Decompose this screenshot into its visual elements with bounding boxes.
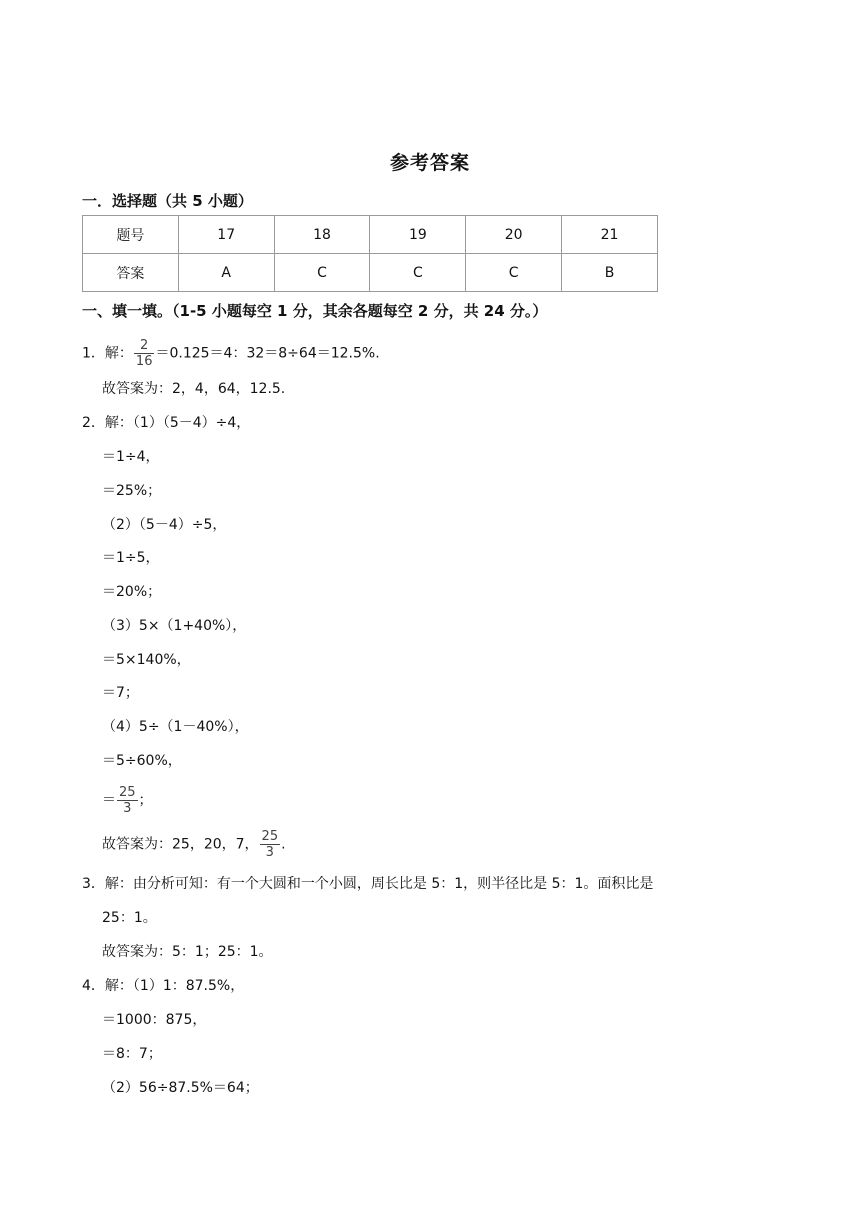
table-cell: 20 [466, 216, 562, 254]
table-cell: C [370, 254, 466, 292]
fraction-numerator: 25 [261, 829, 279, 844]
q2-semicolon: ； [138, 792, 153, 809]
q2-line-2: ＝1÷4， [102, 449, 160, 465]
q2-line-6: ＝20%； [102, 584, 162, 600]
q4-line-4: （2）56÷87.5%＝64； [102, 1080, 259, 1096]
q2-answer-text: 故答案为：25，20，7， [102, 836, 259, 853]
table-row [83, 254, 658, 292]
table-cell: C [466, 254, 562, 292]
q2-line-8: ＝5×140%， [102, 652, 191, 668]
q1-answer: 故答案为：2，4，64，12.5. [102, 381, 286, 397]
q1-line [82, 338, 380, 369]
q2-line-10: （4）5÷（1－40%）， [102, 719, 249, 735]
fraction-denominator: 3 [117, 800, 138, 816]
section-heading-choice: 一．选择题（共 5 小题） [82, 192, 253, 210]
q2-line-7: （3）5×（1+40%）， [102, 618, 247, 634]
table-cell: 17 [178, 216, 274, 254]
page-title: 参考答案 [389, 152, 470, 174]
fraction [117, 785, 138, 816]
table-cell: 题号 [83, 216, 179, 254]
q2-line-1: 2．解：（1）（5－4）÷4， [82, 415, 251, 431]
q2-line-3: ＝25%； [102, 483, 162, 499]
q4-line-2: ＝1000：875， [102, 1012, 207, 1028]
table-cell: 21 [562, 216, 658, 254]
q2-equals: ＝ [102, 792, 116, 809]
q2-line-12 [102, 785, 153, 816]
fraction-denominator: 16 [135, 354, 153, 369]
q4-line-3: ＝8：7； [102, 1046, 162, 1062]
table-cell: 答案 [83, 254, 179, 292]
q2-line-9: ＝7； [102, 685, 139, 701]
q2-answer-end: . [281, 836, 286, 853]
fraction [134, 338, 155, 369]
fraction-denominator: 3 [260, 844, 281, 860]
q1-prefix: 1．解： [82, 345, 133, 362]
q1-expression: ＝0.125＝4：32＝8÷64＝12.5%. [155, 345, 380, 362]
table-cell: C [274, 254, 370, 292]
table-cell: A [178, 254, 274, 292]
answer-table [82, 215, 658, 292]
q2-line-11: ＝5÷60%， [102, 753, 182, 769]
q3-answer: 故答案为：5：1；25：1。 [102, 944, 273, 960]
q2-line-4: （2）（5－4）÷5， [102, 517, 227, 533]
fraction-numerator: 2 [140, 338, 149, 353]
q2-answer [102, 829, 286, 860]
q3-line-2: 25：1。 [102, 910, 157, 926]
table-cell: B [562, 254, 658, 292]
table-cell: 18 [274, 216, 370, 254]
fraction [260, 829, 281, 860]
table-cell: 19 [370, 216, 466, 254]
q2-line-5: ＝1÷5， [102, 550, 160, 566]
q4-line-1: 4．解：（1）1：87.5%， [82, 978, 245, 994]
table-row [83, 216, 658, 254]
fraction-numerator: 25 [119, 785, 136, 800]
q3-line-1: 3．解：由分析可知：有一个大圆和一个小圆，周长比是 5：1，则半径比是 5：1。面积比是 [82, 876, 654, 892]
section-heading-fill: 一、填一填。（1-5 小题每空 1 分，其余各题每空 2 分，共 24 分。） [82, 302, 548, 320]
